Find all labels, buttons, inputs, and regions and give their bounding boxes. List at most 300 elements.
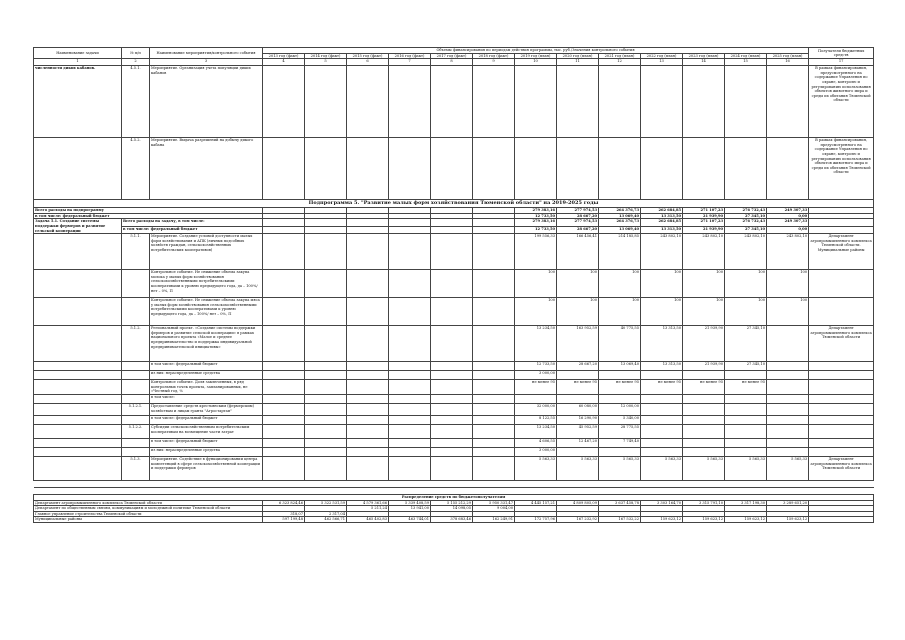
value-cell	[725, 424, 767, 438]
value-cell: 13 313,50	[641, 362, 683, 371]
value-cell	[767, 415, 809, 424]
value-cell	[473, 226, 515, 233]
value-cell	[431, 415, 473, 424]
value-cell	[683, 438, 725, 447]
table-row	[34, 415, 874, 424]
value-cell	[263, 362, 305, 371]
recipient-cell	[809, 517, 874, 523]
activity-text: Предоставление средств крестьянским (фермерским) хозяйствам и лицам гранта "Агростартап"	[150, 403, 263, 415]
activity-text: в том числе: федеральный бюджет	[150, 415, 263, 424]
recipient-value: 5 339 408,59	[389, 500, 431, 506]
table-row	[34, 394, 874, 403]
value-cell	[599, 138, 641, 200]
activity-text: Мероприятие. Организация учета популяции диких кабанов	[150, 66, 263, 138]
value-cell: 199 556,33	[515, 234, 557, 270]
recipient-value: 6 323 824,46	[263, 500, 305, 506]
value-cell: 8 122,55	[515, 415, 557, 424]
task-total-value: 0,00	[767, 226, 809, 233]
value-cell: 100	[683, 270, 725, 298]
row-number: 4.5.2.	[122, 138, 150, 200]
recipient-value: 4 445 157,21	[515, 500, 557, 506]
recipient-cell	[809, 438, 874, 447]
value-cell	[641, 394, 683, 403]
column-number: 10	[515, 59, 557, 66]
value-cell	[347, 424, 389, 438]
total-value: 27 345,10	[725, 213, 767, 219]
recipient-cell	[809, 362, 874, 371]
value-cell	[725, 403, 767, 415]
recipient-cell	[809, 447, 874, 456]
value-cell	[431, 226, 473, 233]
activity-text: Контрольное событие. Доля заключенных, в ряд контрольных точек проекта, запланированных, не «Честный год, %	[150, 380, 263, 395]
value-cell: 5 565,33	[683, 456, 725, 480]
row-number	[122, 371, 150, 380]
value-cell	[305, 371, 347, 380]
value-cell	[263, 226, 305, 233]
value-cell	[557, 394, 599, 403]
task-total-value: 277 974,53	[557, 219, 599, 226]
value-cell: 100	[683, 298, 725, 326]
task-cell	[34, 394, 122, 403]
value-cell	[473, 403, 515, 415]
col-name-header: Наименование мероприятия/контрольного события	[150, 48, 263, 59]
task-total-value: 21 939,90	[683, 226, 725, 233]
task-cell	[34, 424, 122, 438]
value-cell	[767, 66, 809, 138]
value-cell	[389, 270, 431, 298]
value-cell	[305, 219, 347, 226]
value-cell: 13 313,50	[641, 326, 683, 362]
value-cell	[347, 66, 389, 138]
task-cell	[34, 298, 122, 326]
value-cell	[389, 447, 431, 456]
col-task-header: Наименование задачи	[34, 48, 122, 59]
task-total-value: 13 069,40	[599, 226, 641, 233]
value-cell: 5 565,33	[725, 456, 767, 480]
total-value: 12 733,50	[515, 213, 557, 219]
value-cell	[599, 394, 641, 403]
value-cell	[725, 415, 767, 424]
task-total-value: 13 313,50	[641, 226, 683, 233]
recipient-value: 3 289 651,20	[767, 500, 809, 506]
value-cell	[641, 403, 683, 415]
row-number	[122, 438, 150, 447]
column-number: 8	[431, 59, 473, 66]
value-cell	[305, 234, 347, 270]
budget-table-sheet	[33, 47, 873, 523]
value-cell: 100	[641, 298, 683, 326]
year-header: 2017 год (факт)	[431, 53, 473, 59]
value-cell	[599, 66, 641, 138]
task-cell	[34, 415, 122, 424]
value-cell	[641, 447, 683, 456]
value-cell	[389, 66, 431, 138]
value-cell: 5 565,33	[599, 456, 641, 480]
recipient-value: 172 757,96	[515, 517, 557, 523]
value-cell	[389, 226, 431, 233]
value-cell: 3 000,00	[515, 447, 557, 456]
recipient-cell	[809, 415, 874, 424]
value-cell	[263, 403, 305, 415]
recipient-value: 159 623,12	[767, 517, 809, 523]
recipient-cell: Департамент агропромышленного комплекса Тюменской области. Муниципальные районы	[809, 234, 874, 270]
program-funding-table	[33, 47, 874, 523]
recipient-cell	[809, 403, 874, 415]
value-cell: 100	[515, 270, 557, 298]
value-cell	[725, 438, 767, 447]
table-row	[34, 138, 874, 200]
value-cell	[263, 380, 305, 395]
value-cell	[305, 456, 347, 480]
year-header: 2015 год (факт)	[347, 53, 389, 59]
value-cell	[431, 380, 473, 395]
task-cell: Задача 5.1. Создание системы поддержки фермеров и развитие сельской кооперации	[34, 219, 122, 234]
value-cell	[305, 438, 347, 447]
recipient-name: Муниципальные районы	[34, 517, 263, 523]
value-cell: 100	[599, 298, 641, 326]
value-cell	[305, 403, 347, 415]
recipient-cell: В рамках финансирования, предусмотренного на содержание Управления по охране, контролю и регулированию использования объектов животного мира и среды их обитания Тюменской области	[809, 138, 874, 200]
value-cell	[641, 424, 683, 438]
value-cell	[389, 438, 431, 447]
value-cell	[767, 138, 809, 200]
year-header: 2018 год (факт)	[473, 53, 515, 59]
task-total-value: 271 107,23	[683, 219, 725, 226]
value-cell	[305, 447, 347, 456]
value-cell: 100	[515, 298, 557, 326]
total-label: в том числе: федеральный бюджет	[34, 213, 263, 219]
value-cell: 16 290,90	[557, 415, 599, 424]
value-cell	[473, 394, 515, 403]
value-cell: 13 069,40	[599, 362, 641, 371]
value-cell	[431, 362, 473, 371]
value-cell	[473, 298, 515, 326]
value-cell: 100	[725, 298, 767, 326]
total-value: 21 939,90	[683, 213, 725, 219]
value-cell: 100	[557, 270, 599, 298]
recipient-value: 378 683,46	[431, 517, 473, 523]
value-cell	[263, 326, 305, 362]
value-cell: 7 749,40	[599, 438, 641, 447]
value-cell	[683, 447, 725, 456]
year-header: 2016 год (факт)	[389, 53, 431, 59]
recipient-cell: Департамент агропромышленного комплекса Тюменской области	[809, 456, 874, 480]
value-cell	[683, 138, 725, 200]
value-cell	[347, 438, 389, 447]
value-cell	[473, 456, 515, 480]
value-cell	[305, 226, 347, 233]
row-number	[122, 270, 150, 298]
recipient-value: 159 623,12	[641, 517, 683, 523]
value-cell	[683, 424, 725, 438]
total-value: 277 974,53	[557, 208, 599, 214]
value-cell	[389, 394, 431, 403]
activity-text: в том числе: федеральный бюджет	[150, 362, 263, 371]
recipient-value: 14 098,05	[431, 506, 473, 512]
value-cell	[473, 415, 515, 424]
recipient-cell	[809, 270, 874, 298]
value-cell	[389, 219, 431, 226]
value-cell: 27 345,10	[725, 326, 767, 362]
value-cell: 60 080,00	[557, 403, 599, 415]
table-row	[34, 326, 874, 362]
column-number: 9	[473, 59, 515, 66]
value-cell	[725, 138, 767, 200]
column-number: 14	[683, 59, 725, 66]
value-cell	[389, 234, 431, 270]
recipient-name: Главное управление строительства Тюменской области	[34, 511, 263, 517]
value-cell	[305, 66, 347, 138]
value-cell	[767, 438, 809, 447]
value-cell	[473, 380, 515, 395]
recipient-value: 162 249,91	[473, 517, 515, 523]
activity-text: в том числе:	[150, 394, 263, 403]
recipient-value: 3 303 164,70	[641, 500, 683, 506]
value-cell	[473, 362, 515, 371]
value-cell	[473, 371, 515, 380]
recipient-value: 4 579 361,66	[347, 500, 389, 506]
value-cell: 40 775,55	[599, 326, 641, 362]
value-cell	[263, 456, 305, 480]
value-cell	[347, 226, 389, 233]
task-total-value: 12 733,50	[515, 226, 557, 233]
recipient-cell	[809, 394, 874, 403]
recipient-cell	[809, 380, 874, 395]
value-cell	[263, 298, 305, 326]
total-value: 271 107,23	[683, 208, 725, 214]
value-cell	[305, 380, 347, 395]
value-cell	[263, 447, 305, 456]
value-cell	[431, 234, 473, 270]
row-number	[122, 362, 150, 371]
activity-text: из них: нераспределенные средства	[150, 447, 263, 456]
task-total-value: 27 345,10	[725, 226, 767, 233]
value-cell	[473, 447, 515, 456]
row-number: 5.1.2.	[122, 326, 150, 362]
activity-text: Контрольное событие. Не снижение объема закупа мяса у малых форм хозяйствования сельскохозяйственными потребительскими кооперативами к уровню предыдущего года, да – 100%/ нет – 0%, П	[150, 298, 263, 326]
value-cell: 13 234,50	[515, 326, 557, 362]
value-cell	[305, 424, 347, 438]
recipient-value: 3 637 458,78	[599, 500, 641, 506]
recipient-value: 9 004,00	[473, 506, 515, 512]
value-cell	[389, 138, 431, 200]
value-cell	[263, 424, 305, 438]
value-cell	[305, 298, 347, 326]
value-cell: 5 340,00	[599, 415, 641, 424]
total-value: 0,00	[767, 213, 809, 219]
value-cell: не менее 95	[557, 380, 599, 395]
row-number: 4.5.1.	[122, 66, 150, 138]
recipient-value: 4 809 805,09	[557, 500, 599, 506]
recipient-value: 3 317 198,30	[725, 500, 767, 506]
value-cell: 100	[557, 298, 599, 326]
value-cell	[431, 394, 473, 403]
recipient-value: 5 155 212,29	[431, 500, 473, 506]
recipient-value: 167 232,92	[557, 517, 599, 523]
row-number	[122, 447, 150, 456]
activity-text: Мероприятие. Создание условий доступности малых форм хозяйствования и АПК (личных подсобных хозяйств граждан, сельскохозяйственных потребительских кооперативов)	[150, 234, 263, 270]
row-number: 5.1.3.	[122, 456, 150, 480]
recipient-value: 5 211,24	[347, 506, 389, 512]
row-number: 5.1.1.	[122, 234, 150, 270]
year-header: 2023 год (план)	[683, 53, 725, 59]
year-header: 2013 год (факт)	[263, 53, 305, 59]
value-cell	[515, 394, 557, 403]
column-number: 1	[34, 59, 122, 66]
col-funding-header: Объемы финансирования по периодам действия программы, тыс. руб./Значения контрольного события	[263, 48, 809, 54]
activity-text: из них: нераспределенные средства	[150, 371, 263, 380]
value-cell	[683, 394, 725, 403]
task-cell	[34, 447, 122, 456]
column-number: 4	[263, 59, 305, 66]
value-cell	[431, 298, 473, 326]
value-cell	[683, 371, 725, 380]
value-cell: 214 185,85	[599, 234, 641, 270]
total-value: 13 313,50	[641, 213, 683, 219]
value-cell	[347, 447, 389, 456]
col-recipient-header: Получатели бюджетных средств	[809, 48, 874, 59]
recipient-value: 5 322 531,59	[305, 500, 347, 506]
column-number: 12	[599, 59, 641, 66]
value-cell	[767, 447, 809, 456]
total-value: 249 307,33	[767, 208, 809, 214]
table-row	[34, 456, 874, 480]
value-cell	[431, 270, 473, 298]
value-cell	[263, 234, 305, 270]
value-cell	[431, 219, 473, 226]
col-num-header: № п/п	[122, 48, 150, 59]
table-row	[34, 403, 874, 415]
value-cell: 100	[725, 270, 767, 298]
recipient-value: 159 623,12	[725, 517, 767, 523]
total-value: 262 684,85	[641, 208, 683, 214]
table-row	[34, 438, 874, 447]
total-value: 279 383,16	[515, 208, 557, 214]
value-cell: 12 733,50	[515, 362, 557, 371]
task-cell	[34, 138, 122, 200]
table-row	[34, 500, 874, 506]
value-cell	[599, 447, 641, 456]
value-cell	[389, 380, 431, 395]
value-cell	[389, 415, 431, 424]
value-cell: 100	[599, 270, 641, 298]
value-cell: 163 952,59	[557, 326, 599, 362]
value-cell	[431, 326, 473, 362]
task-cell	[34, 326, 122, 362]
value-cell	[347, 380, 389, 395]
value-cell: 100	[767, 298, 809, 326]
value-cell	[431, 138, 473, 200]
value-cell	[431, 456, 473, 480]
recipient-value: 462 566,71	[305, 517, 347, 523]
value-cell	[305, 326, 347, 362]
recipient-cell: В рамках финансирования, предусмотренного на содержание Управления по охране, контролю и регулированию использования объектов животного мира и среды их обитания Тюменской области	[809, 66, 874, 138]
value-cell: 166 456,41	[557, 234, 599, 270]
value-cell	[263, 270, 305, 298]
value-cell: 13 234,50	[515, 424, 557, 438]
task-total-value: 28 667,20	[557, 226, 599, 233]
value-cell	[599, 371, 641, 380]
value-cell	[767, 371, 809, 380]
subprogram-title: Подпрограмма 5. "Развитие малых форм хозяйствования Тюменской области" на 2019-2025 годы	[34, 200, 874, 208]
row-number	[122, 394, 150, 403]
value-cell	[557, 371, 599, 380]
value-cell	[263, 219, 305, 226]
recipient-value: 2 317,04	[305, 511, 347, 517]
value-cell: 21 939,90	[683, 362, 725, 371]
value-cell	[767, 362, 809, 371]
value-cell: 28 667,20	[557, 362, 599, 371]
value-cell	[389, 362, 431, 371]
value-cell	[473, 270, 515, 298]
value-cell	[347, 326, 389, 362]
value-cell	[725, 66, 767, 138]
task-total-value: 262 684,85	[641, 219, 683, 226]
year-header: 2019 год (план)	[515, 53, 557, 59]
value-cell	[263, 138, 305, 200]
value-cell: 100	[641, 270, 683, 298]
total-value: 264 376,73	[599, 208, 641, 214]
recipient-cell	[809, 298, 874, 326]
task-cell	[34, 371, 122, 380]
task-total-value: 264 376,73	[599, 219, 641, 226]
recipient-value: 3 315 791,10	[683, 500, 725, 506]
value-cell	[641, 415, 683, 424]
distribution-title: Распределение средств по бюджетополучателям	[34, 494, 874, 500]
value-cell	[641, 138, 683, 200]
table-row	[34, 270, 874, 298]
table-row	[34, 362, 874, 371]
value-cell: не менее 95	[725, 380, 767, 395]
row-number	[122, 380, 150, 395]
row-number: 5.1.2.2.	[122, 424, 150, 438]
value-cell: 243 802,10	[725, 234, 767, 270]
value-cell	[473, 234, 515, 270]
column-number: 3	[150, 59, 263, 66]
value-cell	[473, 326, 515, 362]
value-cell: 32 000,00	[515, 403, 557, 415]
value-cell	[389, 326, 431, 362]
recipient-cell: Департамент агропромышленного комплекса Тюменской области	[809, 326, 874, 362]
value-cell	[641, 371, 683, 380]
column-number: 16	[767, 59, 809, 66]
value-cell	[767, 403, 809, 415]
value-cell: не менее 95	[683, 380, 725, 395]
value-cell	[683, 403, 725, 415]
value-cell: 5 565,33	[767, 456, 809, 480]
value-cell	[431, 438, 473, 447]
value-cell	[473, 424, 515, 438]
value-cell	[725, 371, 767, 380]
column-number: 15	[725, 59, 767, 66]
value-cell: 21 939,90	[683, 326, 725, 362]
task-cell	[34, 270, 122, 298]
year-header: 2022 год (план)	[641, 53, 683, 59]
recipient-value: 167 532,22	[599, 517, 641, 523]
value-cell	[515, 138, 557, 200]
task-cell	[34, 438, 122, 447]
value-cell: 5 563,33	[515, 456, 557, 480]
value-cell: 12 467,20	[557, 438, 599, 447]
value-cell: 5 563,33	[641, 456, 683, 480]
value-cell	[305, 270, 347, 298]
task-cell	[34, 456, 122, 480]
recipient-value: 318,07	[263, 511, 305, 517]
value-cell	[641, 66, 683, 138]
column-number: 7	[389, 59, 431, 66]
value-cell: 27 345,10	[725, 362, 767, 371]
column-number: 11	[557, 59, 599, 66]
